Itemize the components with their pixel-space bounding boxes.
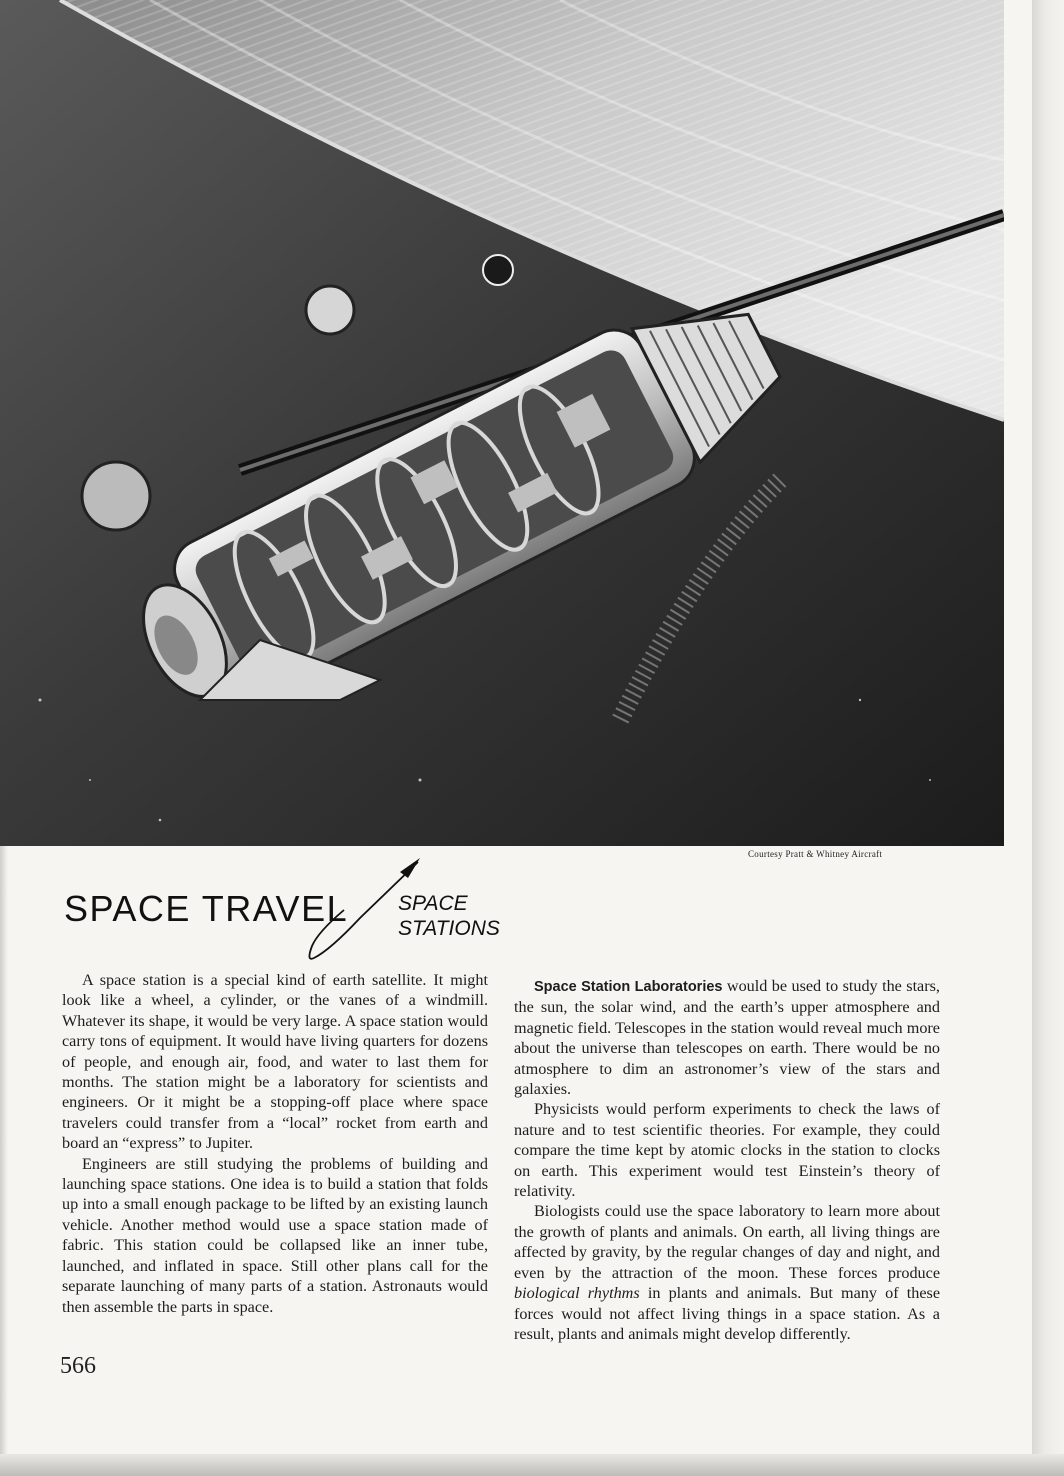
run-in-heading: Space Station Laboratories [534, 979, 723, 995]
paragraph [514, 1201, 940, 1344]
left-column [62, 970, 488, 1317]
paragraph-text: Biologists could use the space laboratory to learn more about the growth of plants and animals. On earth, all living things are affected by gravity, by the regular changes of day and night, and even by the attraction of the moon. These forces produce [514, 1202, 940, 1282]
paragraph: Physicists would perform experiments to check the laws of nature and to test scientific theories. For example, they could compare the time kept by atomic clocks in the station to clocks on earth. This experiment would test Einstein’s theory of relativity. [514, 1100, 940, 1201]
page-number: 566 [60, 1353, 96, 1379]
paragraph-text: would be used to study the stars, the sun, the solar wind, and the earth’s upper atmosphere and magnetic field. Telescopes in the station would reveal much more about the universe than telescopes on earth. There would be no atmosphere to dim an astronomer’s view of the stars and galaxies. [514, 977, 940, 1099]
section-subtitle [398, 891, 500, 941]
page-right-edge [1032, 0, 1064, 1476]
paragraph [514, 976, 940, 1099]
right-column [514, 976, 940, 1344]
image-credit: Courtesy Pratt & Whitney Aircraft [748, 849, 883, 859]
scan-bottom-edge [0, 1454, 1064, 1476]
section-title: SPACE TRAVEL [64, 888, 349, 929]
emphasis-term: biological rhythms [514, 1284, 640, 1303]
subtitle-line-1: SPACE [398, 892, 468, 915]
paragraph-text: in plants and animals. But many of these forces would not affect living things in a space station. As a result, plants and animals might develop differently. [514, 1284, 941, 1343]
paragraph: Engineers are still studying the problems of building and launching space stations. One idea is to build a station that folds up into a small enough package to be lifted by an existing launch vehicle. Another method would use a space station made of fabric. This station could be collapsed like an inner tube, launched, and inflated in space. Still other plans call for the separate launching of many parts of a station. Astronauts would then assemble the parts in space. [62, 1154, 488, 1316]
subtitle-line-2: STATIONS [398, 917, 500, 940]
paragraph: A space station is a special kind of earth satellite. It might look like a wheel, a cylinder, or the vanes of a windmill. Whatever its shape, it would be very large. A space station would carry tons of equipment. It would have living quarters for dozens of people, and enough air, food, and water to last them for months. The station might be a laboratory for scientists and engineers. Or it might be a stopping-off place where space travelers could transfer from a “local” rocket from earth and board an “express” to Jupiter. [62, 971, 488, 1153]
